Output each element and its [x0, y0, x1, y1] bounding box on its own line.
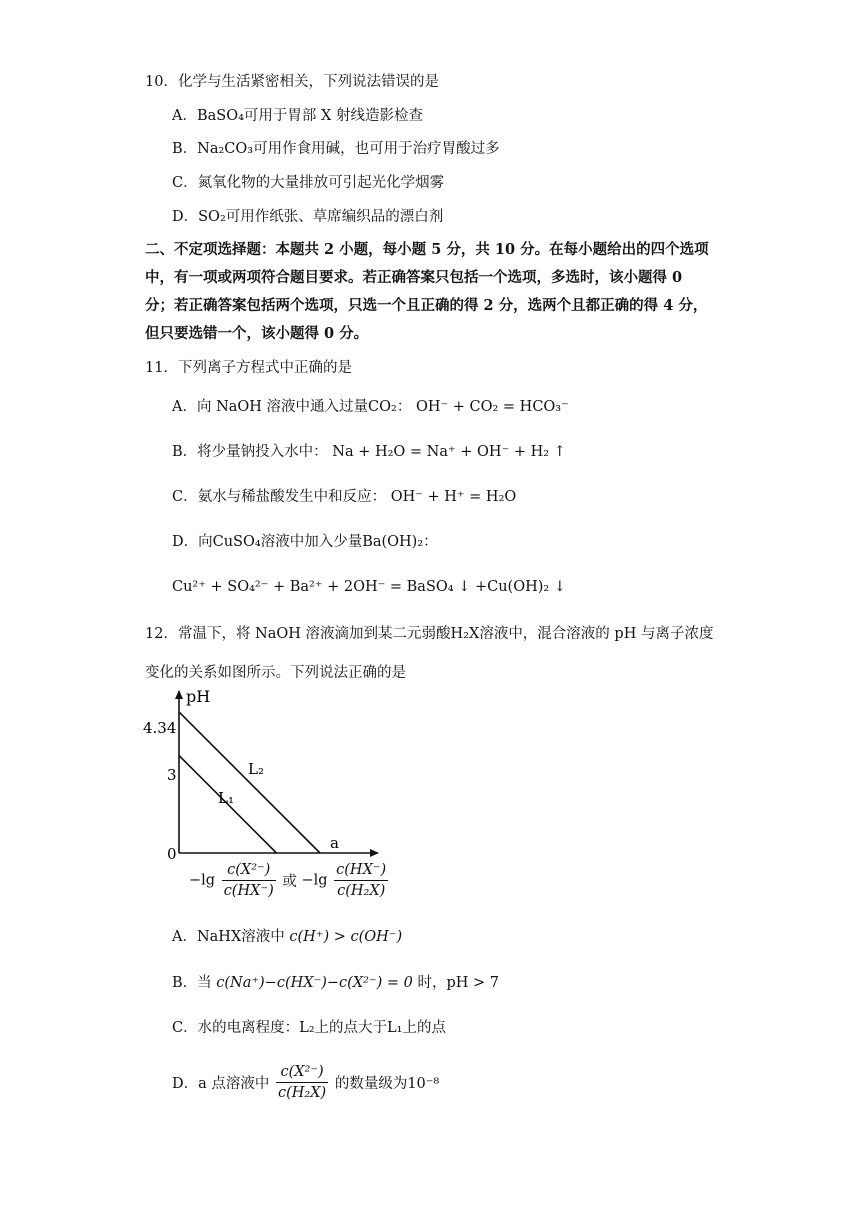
- q12-option-d-magnitude: 的数量级为10⁻⁸: [334, 1076, 440, 1092]
- x-axis-label-fraction-1: [222, 860, 276, 901]
- x-axis-label-or: 或: [282, 874, 297, 890]
- q12-stem-line1: 12．常温下，将 NaOH 溶液滴加到某二元弱酸H₂X溶液中，混合溶液的 pH 与离子浓度: [145, 626, 714, 642]
- x-axis-label-numerator-1: c(X²⁻): [222, 860, 276, 881]
- x-axis-label-denominator-2: c(H₂X): [337, 883, 386, 899]
- y-tick-label-3: 3: [167, 766, 177, 784]
- x-axis-label-prefix-2: −lg: [301, 872, 328, 889]
- q12-option-b-equation: c(Na⁺)−c(HX⁻)−c(X²⁻) = 0: [216, 975, 413, 991]
- series-label-l1: L₁: [218, 789, 234, 807]
- q11-option-b-text: B．将少量钠投入水中：: [172, 444, 328, 460]
- q12-option-b: [172, 973, 499, 993]
- q12-option-d-text: D．a 点溶液中: [172, 1076, 270, 1092]
- section2-line2: 中，有一项或两项符合题目要求。若正确答案只包括一个选项，多选时，该小题得 0: [145, 269, 683, 286]
- origin-label: 0: [167, 845, 177, 863]
- q12-option-d-fraction: [276, 1062, 328, 1103]
- q11-option-b: [172, 442, 566, 462]
- q12-option-a: [172, 927, 402, 947]
- q10-stem: 10．化学与生活紧密相关，下列说法错误的是: [145, 74, 439, 90]
- q10-option-a: A．BaSO₄可用于胃部 X 射线造影检查: [172, 108, 423, 124]
- q11-option-a: [172, 397, 569, 417]
- q12-stem-line2: 变化的关系如图所示。下列说法正确的是: [145, 665, 406, 681]
- q11-option-c-text: C．氨水与稀盐酸发生中和反应：: [172, 489, 387, 505]
- series-label-l2: L₂: [248, 760, 264, 778]
- x-axis-label-numerator-2: c(HX⁻): [334, 860, 388, 881]
- y-tick-label-4-34: 4.34: [143, 719, 177, 737]
- q12-option-c: C．水的电离程度：L₂上的点大于L₁上的点: [172, 1020, 446, 1036]
- q12-option-b-condition: 时，pH > 7: [417, 975, 499, 991]
- q12-option-d-numerator: c(X²⁻): [276, 1062, 328, 1083]
- series-line-l2: [179, 712, 320, 853]
- x-axis-label-fraction-2: [334, 860, 388, 901]
- q12-option-a-equation: c(H⁺) > c(OH⁻): [289, 929, 403, 945]
- q12-option-a-text: A．NaHX溶液中: [172, 929, 285, 945]
- q12-option-d-denominator: c(H₂X): [278, 1085, 327, 1101]
- section2-line4: 但只要选错一个，该小题得 0 分。: [145, 325, 369, 342]
- q11-stem: 11．下列离子方程式中正确的是: [145, 360, 352, 376]
- section2-line1: 二、不定项选择题：本题共 2 小题，每小题 5 分，共 10 分。在每小题给出的四个选项: [145, 241, 709, 258]
- q11-option-a-equation: OH⁻ + CO₂ = HCO₃⁻: [415, 399, 569, 415]
- q10-option-b: B．Na₂CO₃可用作食用碱，也可用于治疗胃酸过多: [172, 141, 500, 157]
- q11-option-d-equation: Cu²⁺ + SO₄²⁻ + Ba²⁺ + 2OH⁻ = BaSO₄ ↓ +Cu(OH)₂ ↓: [172, 579, 566, 595]
- q11-option-a-text: A．向 NaOH 溶液中通入过量CO₂：: [172, 399, 412, 415]
- x-axis-label-prefix-1: −lg: [189, 872, 216, 889]
- q11-option-c: [172, 487, 516, 507]
- q11-option-d: D．向CuSO₄溶液中加入少量Ba(OH)₂：: [172, 534, 438, 550]
- section2-line3: 分；若正确答案包括两个选项，只选一个且正确的得 2 分，选两个且都正确的得 4 分，: [145, 297, 708, 314]
- x-axis-label-denominator-1: c(HX⁻): [223, 883, 274, 899]
- q12-option-d: [172, 1062, 439, 1103]
- q10-option-c: C．氮氧化物的大量排放可引起光化学烟雾: [172, 175, 445, 191]
- q10-option-d: D．SO₂可用作纸张、草席编织品的漂白剂: [172, 209, 444, 225]
- x-axis-label: [189, 860, 390, 901]
- q11-option-b-equation: Na + H₂O = Na⁺ + OH⁻ + H₂ ↑: [332, 444, 566, 460]
- y-axis-label: pH: [186, 687, 211, 706]
- q12-option-b-text: B．当: [172, 975, 212, 991]
- q11-option-c-equation: OH⁻ + H⁺ = H₂O: [390, 489, 517, 505]
- point-label-a: a: [330, 834, 339, 852]
